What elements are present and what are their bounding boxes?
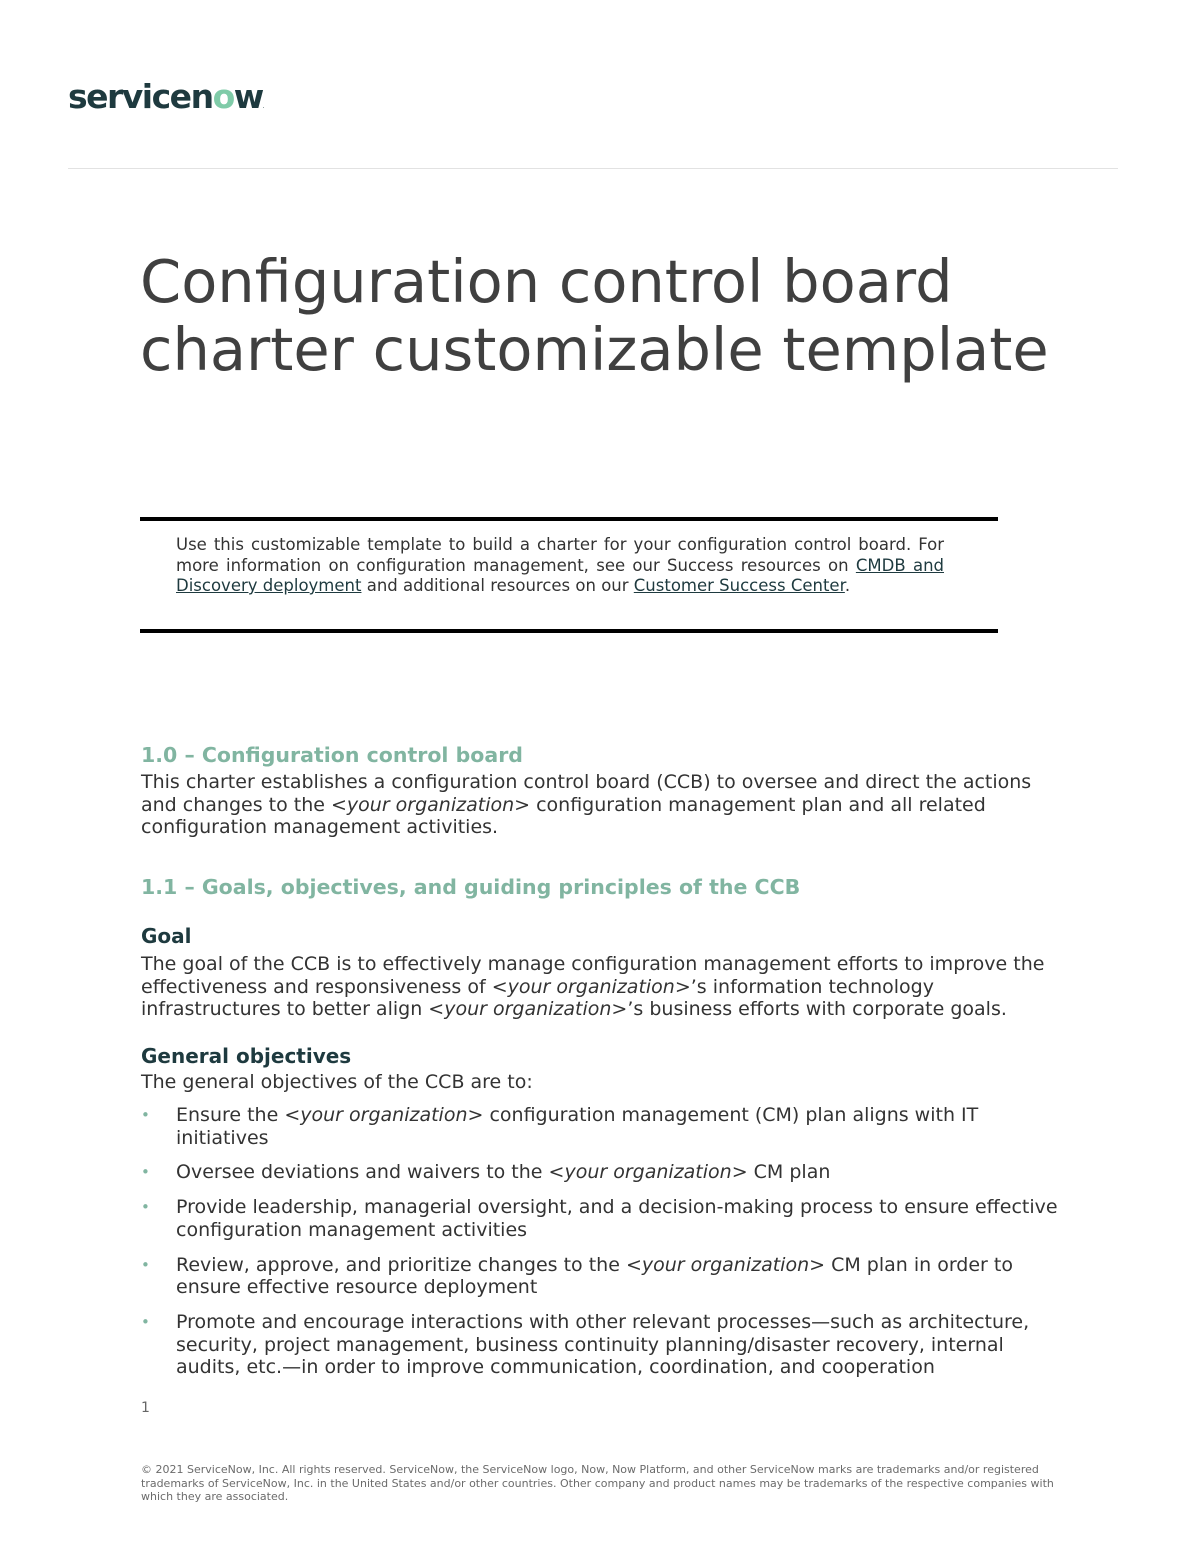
bullet-text-b: CM plan in order to ensure effective resource deployment [176, 1253, 1013, 1299]
document-title [140, 248, 1160, 384]
org-placeholder: <your organization> [548, 1161, 748, 1184]
section-1-text-b: configuration management plan and all related configuration management activities. [141, 793, 986, 839]
objectives-list [141, 1104, 1071, 1391]
org-placeholder: <your organization> [428, 998, 628, 1021]
list-item [141, 1254, 1071, 1299]
page-number: 1 [141, 1400, 150, 1416]
bullet-text-a: Provide leadership, managerial oversight, and a decision-making process to ensure effective configuration management activities [176, 1196, 1058, 1241]
cmdb-discovery-link[interactable]: CMDB and Discovery deployment [176, 555, 944, 595]
org-placeholder: <your organization> [625, 1253, 826, 1276]
list-item [141, 1311, 1071, 1379]
logo-trademark: . [262, 103, 265, 110]
goal-heading: Goal [141, 924, 192, 948]
intro-text-1: Use this customizable template to build a charter for your configuration control board. For more information on configuration management, see our Success resources on [176, 535, 944, 575]
copyright-footer: © 2021 ServiceNow, Inc. All rights reserved. ServiceNow, the ServiceNow logo, Now, Now Platform, and other ServiceNow marks are trademarks and/or registered trademarks of ServiceNow, Inc. in the United States and/or other countries. Other company and product names may be trademarks of the respective companies with which they are associated. [141, 1463, 1054, 1503]
org-placeholder: <your organization> [491, 975, 691, 998]
intro-callout [140, 517, 998, 633]
intro-text-2: and additional resources on our [361, 576, 634, 595]
bullet-text-a: Promote and encourage interactions with other relevant processes—such as architecture, security, project management, business continuity planning/disaster recovery, internal audits, etc.—in order to improve communication, coordination, and cooperation [176, 1310, 1030, 1379]
logo-text-b: w [233, 77, 263, 116]
list-item [141, 1104, 1071, 1149]
bullet-icon: • [141, 1255, 150, 1274]
logo-text-o: o [212, 77, 234, 116]
intro-text [176, 535, 944, 597]
goal-text-a: The goal of the CCB is to effectively manage configuration management efforts to improve the effectiveness and responsiveness of [141, 953, 1045, 998]
list-item [141, 1196, 1071, 1241]
customer-success-center-link[interactable]: Customer Success Center [633, 576, 845, 595]
logo-text-a: servicen [68, 77, 213, 116]
section-1-1-heading: 1.1 – Goals, objectives, and guiding principles of the CCB [141, 875, 801, 899]
bullet-icon: • [141, 1106, 150, 1124]
section-1-paragraph [141, 771, 1071, 839]
goal-text-c: ’s business efforts with corporate goals. [627, 998, 1007, 1021]
bullet-text-a: Oversee deviations and waivers to the [176, 1161, 549, 1184]
objectives-heading: General objectives [141, 1044, 352, 1068]
goal-text-b: ’s information technology infrastructures to better align [141, 975, 934, 1021]
objectives-intro: The general objectives of the CCB are to: [141, 1071, 533, 1093]
bullet-text-b: CM plan [747, 1161, 831, 1184]
title-line-1: Configuration control board [140, 247, 953, 316]
intro-text-3: . [844, 576, 851, 595]
org-placeholder: <your organization> [330, 793, 531, 816]
bullet-text-a: Review, approve, and prioritize changes to the [176, 1253, 626, 1276]
list-item [141, 1161, 1071, 1184]
section-1-heading: 1.0 – Configuration control board [141, 743, 523, 767]
goal-paragraph [141, 953, 1071, 1021]
section-1-text-a: This charter establishes a configuration control board (CCB) to oversee and direct the actions and changes to the [141, 771, 1032, 816]
bullet-text-b: configuration management (CM) plan aligns with IT initiatives [176, 1104, 979, 1149]
bullet-text-a: Ensure the [176, 1104, 285, 1126]
servicenow-logo [68, 77, 265, 116]
org-placeholder: <your organization> [284, 1104, 484, 1126]
title-line-2: charter customizable template [140, 315, 1049, 384]
bullet-icon: • [141, 1198, 150, 1217]
bullet-icon: • [141, 1312, 150, 1331]
bullet-icon: • [141, 1163, 150, 1182]
header-divider [68, 168, 1118, 169]
